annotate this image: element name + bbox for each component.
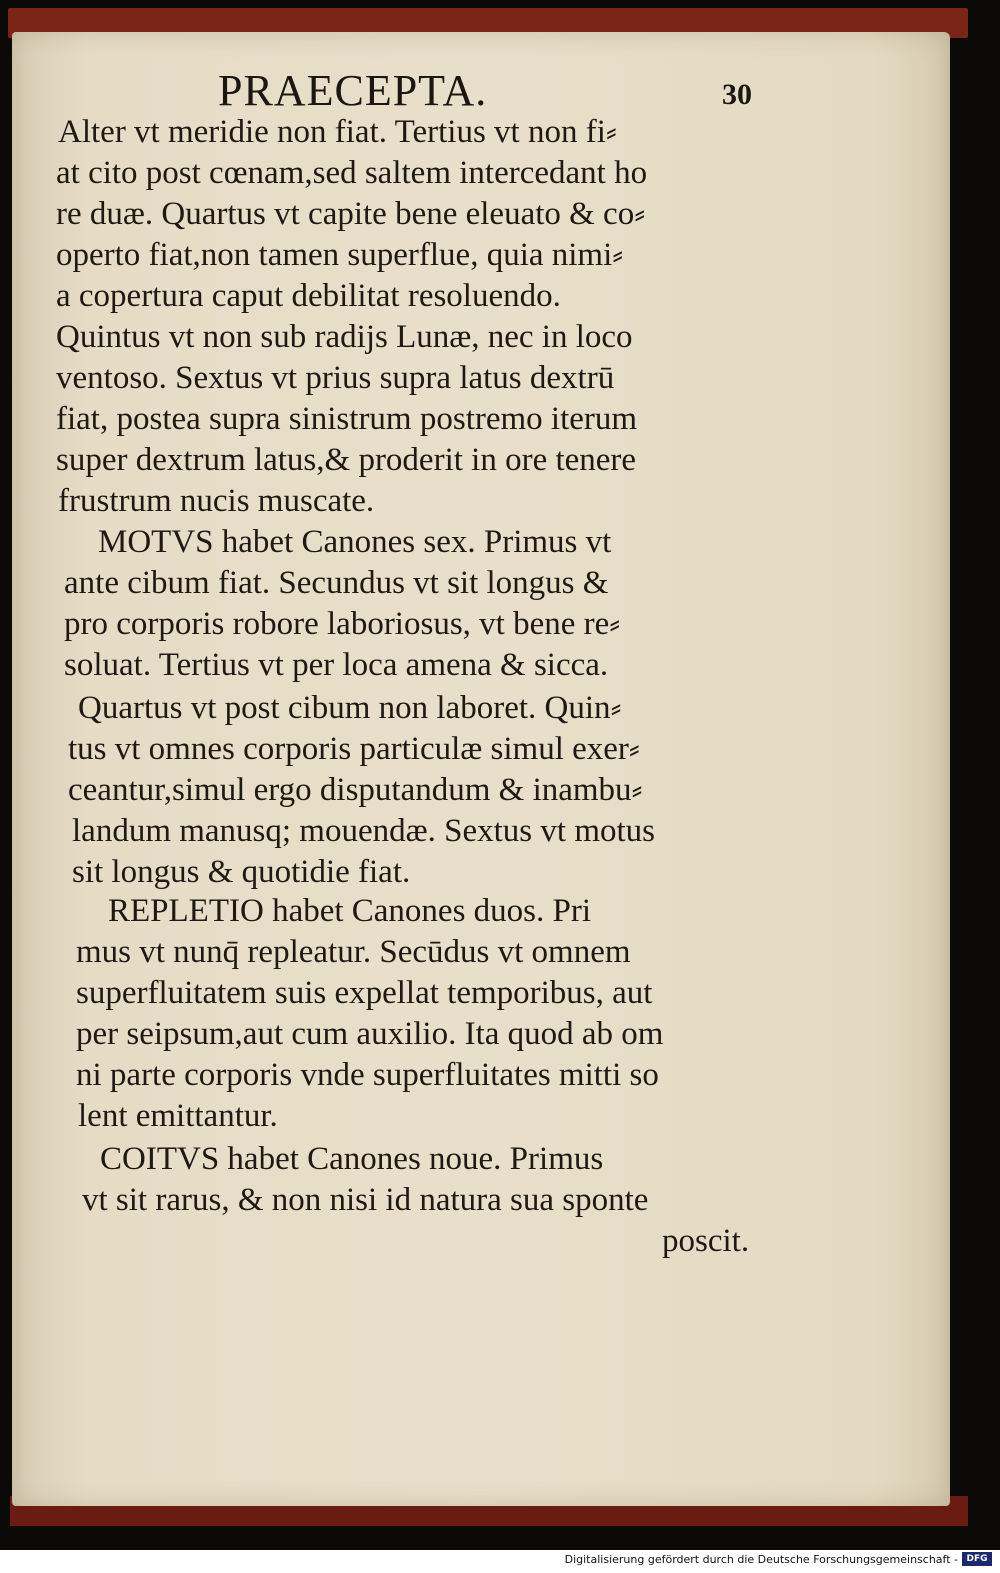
text-line: superfluitatem suis expellat temporibus, aut	[76, 975, 653, 1011]
text-line: mus vt nunq̄ repleatur. Secūdus vt omnem	[76, 934, 631, 970]
running-head: PRAECEPTA.	[218, 66, 488, 115]
text-line: MOTVS habet Canones sex. Primus vt	[98, 524, 612, 560]
text-line: COITVS habet Canones noue. Primus	[100, 1141, 604, 1177]
text-line: ventoso. Sextus vt prius supra latus dextrū	[56, 360, 615, 396]
text-line: sit longus & quotidie fiat.	[72, 854, 411, 890]
text-line: operto fiat,non tamen superflue, quia nimi⸗	[56, 237, 624, 273]
text-line: Alter vt meridie non fiat. Tertius vt non fi⸗	[58, 114, 617, 150]
text-line: poscit.	[662, 1223, 750, 1259]
text-line: landum manusq; mouendæ. Sextus vt motus	[72, 813, 655, 849]
text-line: per seipsum,aut cum auxilio. Ita quod ab om	[76, 1016, 664, 1052]
funding-credit: Digitalisierung gefördert durch die Deutsche Forschungsgemeinschaft -	[564, 1553, 958, 1566]
text-line: Quartus vt post cibum non laboret. Quin⸗	[78, 690, 622, 726]
text-line: ante cibum fiat. Secundus vt sit longus &	[64, 565, 609, 601]
text-line: a copertura caput debilitat resoluendo.	[56, 278, 561, 314]
text-line: soluat. Tertius vt per loca amena & sicca.	[64, 647, 609, 683]
text-line: vt sit rarus, & non nisi id natura sua sponte	[82, 1182, 649, 1218]
text-line: ni parte corporis vnde superfluitates mitti so	[76, 1057, 659, 1093]
text-line: at cito post cœnam,sed saltem intercedant ho	[56, 155, 648, 191]
text-line: re duæ. Quartus vt capite bene eleuato & co⸗	[56, 196, 646, 232]
page-number: 30	[722, 78, 752, 111]
text-line: frustrum nucis muscate.	[58, 483, 375, 519]
text-line: Quintus vt non sub radijs Lunæ, nec in loco	[56, 319, 633, 355]
text-line: ceantur,simul ergo disputandum & inambu⸗	[68, 772, 643, 808]
text-line: lent emittantur.	[78, 1098, 278, 1134]
text-line: REPLETIO habet Canones duos. Pri	[108, 893, 592, 929]
text-line: pro corporis robore laboriosus, vt bene re⸗	[64, 606, 621, 642]
text-line: super dextrum latus,& proderit in ore tenere	[56, 442, 637, 478]
dfg-logo: DFG	[962, 1552, 992, 1566]
text-line: fiat, postea supra sinistrum postremo iterum	[56, 401, 638, 437]
text-line: tus vt omnes corporis particulæ simul exer⸗	[68, 731, 640, 767]
